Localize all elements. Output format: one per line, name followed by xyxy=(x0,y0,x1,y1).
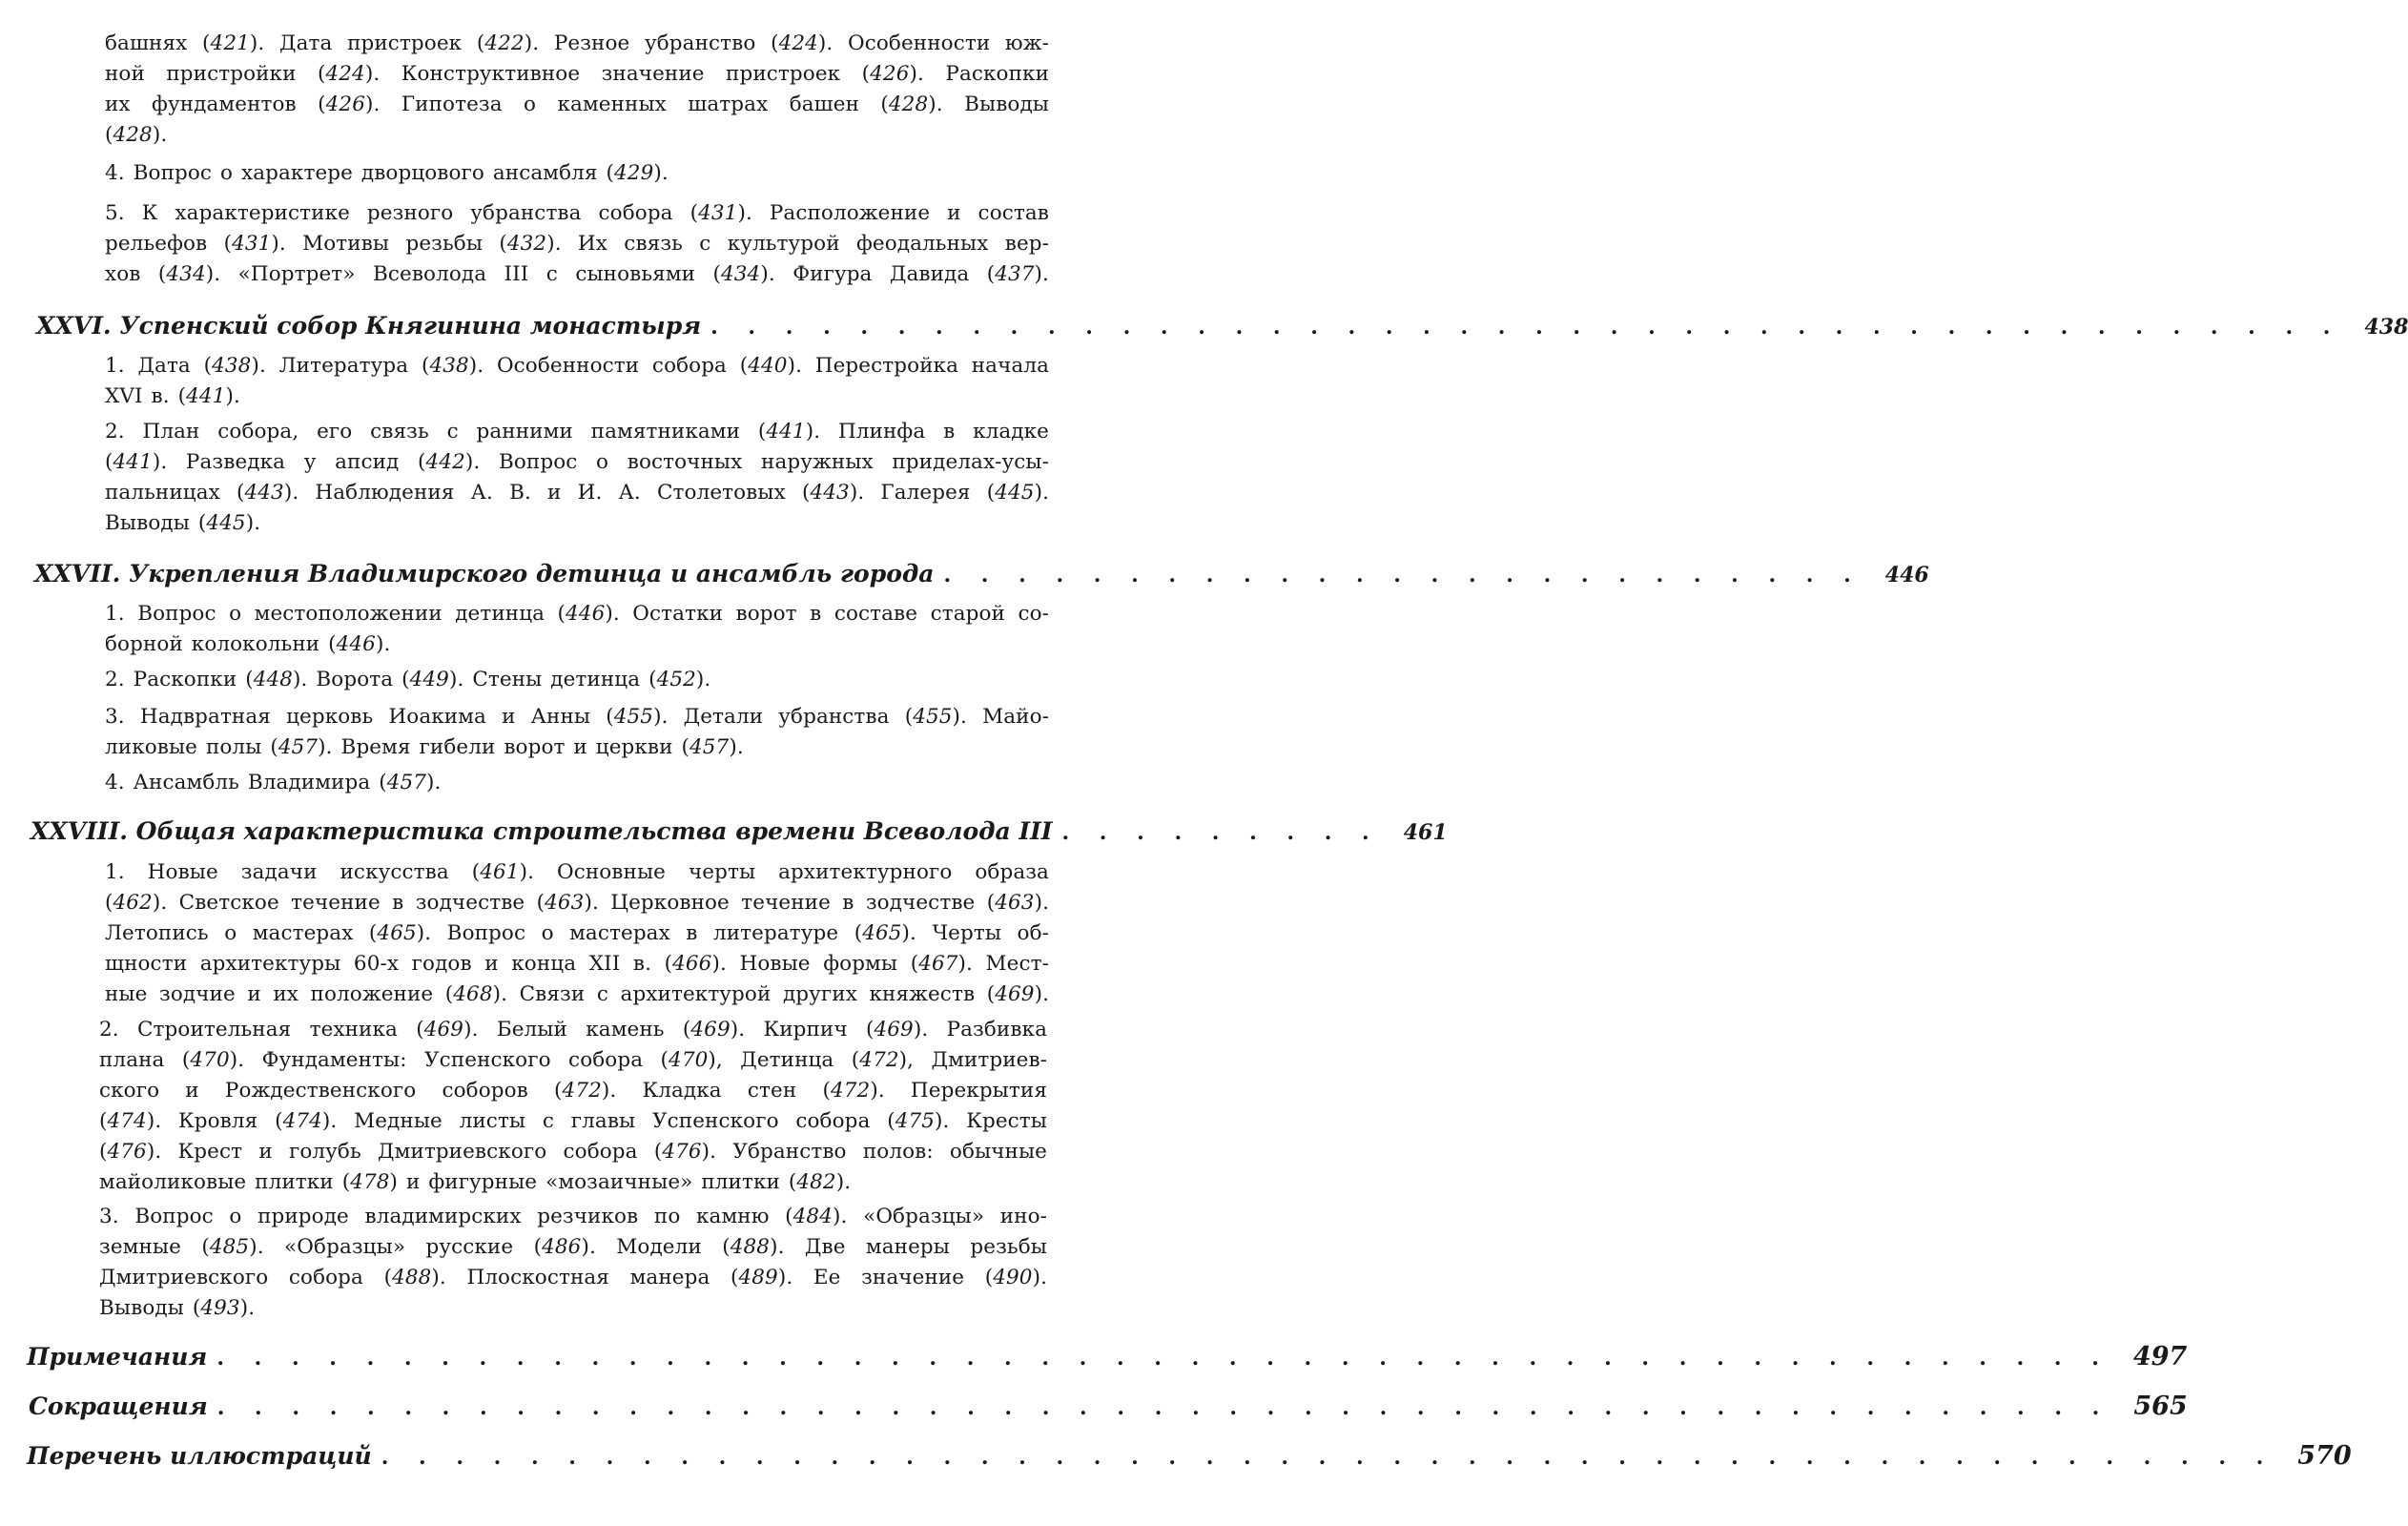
text-line: 3. Надвратная церковь Иоакима и Анны (455). Детали убранства (455). Майо- xyxy=(105,705,1049,729)
page-reference: 443 xyxy=(244,481,284,505)
page-reference: 463 xyxy=(545,891,585,915)
page-reference: 493 xyxy=(200,1296,240,1320)
text-line: 1. Новые задачи искусства (461). Основные черты архитектурного образа xyxy=(105,860,1049,884)
page-reference: 488 xyxy=(730,1235,771,1259)
text-line: Выводы (493). xyxy=(99,1296,256,1320)
text-line: 5. К характеристике резного убранства собора (431). Расположение и состав xyxy=(105,201,1049,225)
chapter-title: XXVII. Укрепления Владимирского детинца и ансамбль города xyxy=(34,560,935,588)
text-line: 1. Дата (438). Литература (438). Особенности собора (440). Перестройка начала xyxy=(105,354,1049,378)
text-line: ной пристройки (424). Конструктивное значение пристроек (426). Раскопки xyxy=(105,62,1049,86)
page-reference: 472 xyxy=(830,1079,871,1103)
section-title: Сокращения xyxy=(29,1392,208,1420)
paragraph-xxviii-1 xyxy=(105,857,1049,1010)
page-reference: 489 xyxy=(738,1266,778,1289)
chapter-title: XXVI. Успенский собор Княгинина монастыря xyxy=(36,312,702,340)
page-reference: 472 xyxy=(562,1079,602,1103)
page-reference: 428 xyxy=(113,123,153,147)
text-line: 2. Раскопки (448). Ворота (449). Стены детинца (452). xyxy=(105,668,711,691)
text-line: XVI в. (441). xyxy=(105,384,240,408)
page-reference: 465 xyxy=(377,921,417,945)
text-line: (428). xyxy=(105,123,168,147)
text-line: 1. Вопрос о местоположении детинца (446). Остатки ворот в составе старой со- xyxy=(105,602,1049,626)
text-line: хов (434). «Портрет» Всеволода III с сыновьями (434). Фигура Давида (437). xyxy=(105,262,1049,286)
page-reference: 428 xyxy=(888,93,929,116)
page-reference: 465 xyxy=(862,921,902,945)
page-reference: 461 xyxy=(480,860,520,884)
page-reference: 466 xyxy=(672,952,712,976)
page-reference: 484 xyxy=(792,1205,833,1228)
leader-dots: . . . . . . . . . . . . . . . . . . . . . . . . . . . . . . . . . . . . . . . . . . . . xyxy=(710,315,2342,340)
illustrations-list-heading[interactable] xyxy=(27,1440,2352,1474)
abbreviations-heading[interactable] xyxy=(29,1391,2188,1424)
paragraph-xxvii-3 xyxy=(105,702,1049,763)
page-number: 497 xyxy=(2132,1342,2188,1371)
page-reference: 445 xyxy=(995,481,1035,505)
page-reference: 424 xyxy=(325,62,365,86)
chapter-xxviii-heading[interactable] xyxy=(31,815,1448,849)
page-reference: 449 xyxy=(409,668,449,691)
chapter-xxvii-heading[interactable] xyxy=(34,558,1929,591)
text-line: 3. Вопрос о природе владимирских резчиков по камню (484). «Образцы» ино- xyxy=(99,1205,1047,1228)
page-reference: 469 xyxy=(423,1018,464,1041)
page-reference: 457 xyxy=(689,735,730,759)
text-line: плана (470). Фундаменты: Успенского собора (470), Детинца (472), Дмитриев- xyxy=(99,1048,1048,1072)
page-reference: 434 xyxy=(166,262,206,286)
page-reference: 445 xyxy=(206,511,246,535)
page-number: 565 xyxy=(2133,1392,2188,1421)
page-reference: 474 xyxy=(107,1109,147,1133)
text-line: ные зодчие и их положение (468). Связи с архитектурой других княжеств (469). xyxy=(105,982,1049,1006)
paragraph-xxv-3-continued xyxy=(105,29,1049,151)
text-line: 4. Ансамбль Владимира (457). xyxy=(105,771,442,794)
section-title: Перечень иллюстраций xyxy=(27,1442,372,1470)
page-reference: 443 xyxy=(810,481,850,505)
page-reference: 441 xyxy=(113,450,153,474)
page-reference: 441 xyxy=(186,384,226,408)
text-line: 4. Вопрос о характере дворцового ансамбля (429). xyxy=(105,161,669,185)
text-line: ского и Рождественского соборов (472). Кладка стен (472). Перекрытия xyxy=(99,1079,1047,1103)
page-reference: 440 xyxy=(748,354,788,378)
page-reference: 482 xyxy=(796,1170,836,1194)
text-line: башнях (421). Дата пристроек (422). Резное убранство (424). Особенности юж- xyxy=(105,31,1049,55)
page-reference: 437 xyxy=(995,262,1035,286)
page-reference: 469 xyxy=(874,1018,914,1041)
paragraph-xxv-4 xyxy=(105,158,1049,189)
paragraph-xxvii-1 xyxy=(105,599,1049,660)
paragraph-xxvii-4 xyxy=(105,768,1049,798)
page-reference: 455 xyxy=(613,705,654,729)
page-reference: 478 xyxy=(350,1170,390,1194)
page-reference: 429 xyxy=(614,161,654,185)
page-number: 570 xyxy=(2297,1441,2352,1471)
page-reference: 426 xyxy=(325,93,365,116)
page-reference: 457 xyxy=(386,771,427,794)
page-reference: 468 xyxy=(453,982,493,1006)
page-reference: 486 xyxy=(542,1235,582,1259)
text-line: борной колокольни (446). xyxy=(105,632,391,656)
page-number: 461 xyxy=(1403,820,1448,845)
page-reference: 485 xyxy=(209,1235,250,1259)
page-reference: 434 xyxy=(721,262,761,286)
page-reference: 446 xyxy=(566,602,606,626)
page-reference: 469 xyxy=(690,1018,731,1041)
leader-dots: . . . . . . . . . . . . . . . . . . . . . . . . . . . . . . . . . . . . . . . . . . . . . . . . . . . xyxy=(381,1445,2275,1470)
page-reference: 441 xyxy=(766,420,806,443)
page-reference: 462 xyxy=(113,891,153,915)
page-reference: 475 xyxy=(895,1109,936,1133)
page-reference: 452 xyxy=(656,668,696,691)
paragraph-xxv-5 xyxy=(105,198,1049,290)
text-line: 2. План собора, его связь с ранними памятниками (441). Плинфа в кладке xyxy=(105,420,1049,443)
page-reference: 442 xyxy=(425,450,465,474)
paragraph-xxvi-2 xyxy=(105,417,1049,539)
page-reference: 467 xyxy=(918,952,958,976)
page-reference: 488 xyxy=(392,1266,432,1289)
chapter-xxvi-heading[interactable] xyxy=(36,310,2408,343)
page-reference: 446 xyxy=(336,632,376,656)
paragraph-xxvi-1 xyxy=(105,351,1049,412)
text-line: щности архитектуры 60-х годов и конца XII в. (466). Новые формы (467). Мест- xyxy=(105,952,1049,976)
text-line: Летопись о мастерах (465). Вопрос о мастерах в литературе (465). Черты об- xyxy=(105,921,1050,945)
text-line: Выводы (445). xyxy=(105,511,261,535)
text-line: земные (485). «Образцы» русские (486). Модели (488). Две манеры резьбы xyxy=(99,1235,1047,1259)
paragraph-xxviii-3 xyxy=(99,1202,1047,1324)
text-line: 2. Строительная техника (469). Белый камень (469). Кирпич (469). Разбивка xyxy=(99,1018,1048,1041)
page-reference: 457 xyxy=(278,735,319,759)
leader-dots: . . . . . . . . . . . . . . . . . . . . . . . . . . . . . . . . . . . . . . . . . . . . . . . . . . . xyxy=(216,1395,2111,1420)
text-line: их фундаментов (426). Гипотеза о каменных шатрах башен (428). Выводы xyxy=(105,93,1049,116)
leader-dots: . . . . . . . . . xyxy=(1061,820,1381,845)
text-line: рельефов (431). Мотивы резьбы (432). Их связь с культурой феодальных вер- xyxy=(105,232,1049,256)
leader-dots: . . . . . . . . . . . . . . . . . . . . . . . . . . . . . . . . . . . . . . . . . . . . . . . . . . . xyxy=(216,1346,2110,1371)
paragraph-xxviii-2 xyxy=(99,1015,1047,1198)
page-reference: 438 xyxy=(212,354,252,378)
page-reference: 421 xyxy=(210,31,250,55)
notes-heading[interactable] xyxy=(27,1341,2188,1374)
section-title: Примечания xyxy=(27,1343,208,1371)
page-number: 438 xyxy=(2364,315,2408,340)
page-reference: 432 xyxy=(506,232,547,256)
page-reference: 426 xyxy=(870,62,910,86)
page-reference: 455 xyxy=(913,705,953,729)
page-reference: 431 xyxy=(698,201,738,225)
page-reference: 448 xyxy=(253,668,294,691)
text-line: (462). Светское течение в зодчестве (463). Церковное течение в зодчестве (463). xyxy=(105,891,1049,915)
leader-dots: . . . . . . . . . . . . . . . . . . . . . . . . . xyxy=(943,563,1863,588)
page-reference: 472 xyxy=(859,1048,899,1072)
page-reference: 476 xyxy=(662,1140,702,1164)
page-reference: 474 xyxy=(282,1109,322,1133)
page-reference: 469 xyxy=(995,982,1035,1006)
paragraph-xxvii-2 xyxy=(105,665,1049,695)
page-reference: 470 xyxy=(190,1048,230,1072)
text-line: ликовые полы (457). Время гибели ворот и церкви (457). xyxy=(105,735,744,759)
page-reference: 422 xyxy=(484,31,525,55)
text-line: (441). Разведка у апсид (442). Вопрос о восточных наружных приделах-усы- xyxy=(105,450,1049,474)
page-reference: 424 xyxy=(778,31,818,55)
text-line: майоликовые плитки (478) и фигурные «мозаичные» плитки (482). xyxy=(99,1170,852,1194)
page-reference: 431 xyxy=(232,232,272,256)
page-reference: 490 xyxy=(993,1266,1033,1289)
page-reference: 470 xyxy=(669,1048,709,1072)
page-reference: 463 xyxy=(995,891,1035,915)
text-line: пальницах (443). Наблюдения А. В. и И. А. Столетовых (443). Галерея (445). xyxy=(105,481,1049,505)
chapter-title: XXVIII. Общая характеристика строительства времени Всеволода III xyxy=(31,817,1053,845)
text-line: Дмитриевского собора (488). Плоскостная манера (489). Ее значение (490). xyxy=(99,1266,1047,1289)
text-line: (476). Крест и голубь Дмитриевского собора (476). Убранство полов: обычные xyxy=(99,1140,1047,1164)
page-number: 446 xyxy=(1884,563,1929,588)
text-line: (474). Кровля (474). Медные листы с главы Успенского собора (475). Кресты xyxy=(99,1109,1047,1133)
page-reference: 476 xyxy=(107,1140,147,1164)
page-reference: 438 xyxy=(429,354,469,378)
